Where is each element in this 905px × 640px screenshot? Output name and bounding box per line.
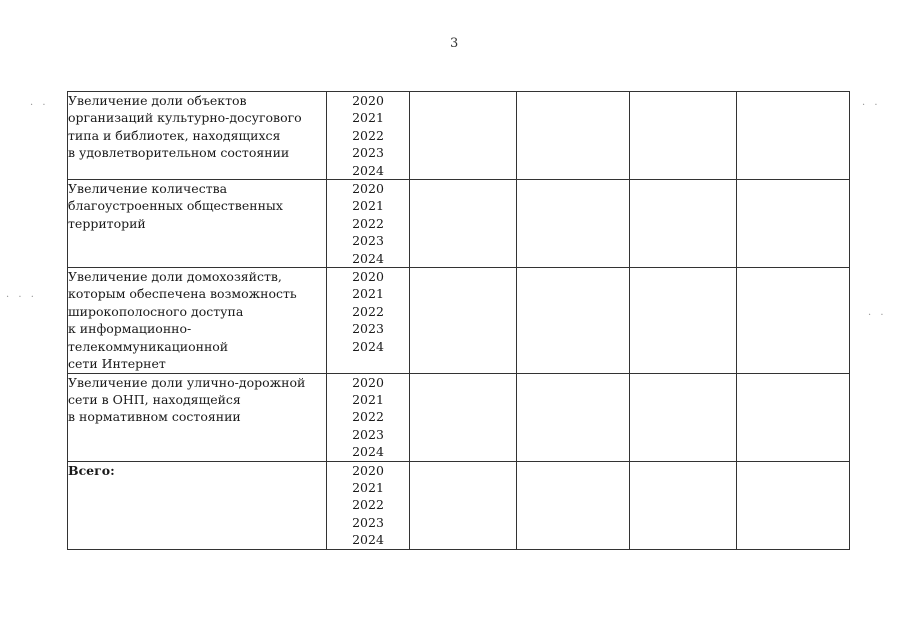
empty-cell xyxy=(630,92,737,180)
year-label: 2023 xyxy=(352,145,384,161)
total-label-cell xyxy=(68,461,327,549)
empty-cell xyxy=(737,180,850,268)
year-label: 2020 xyxy=(352,93,384,108)
indicator-name: Увеличение доли объектов организаций культурно-досугового типа и библиотек, находящихся в удовлетворительном состоянии xyxy=(68,93,302,161)
empty-cell xyxy=(737,92,850,180)
year-label: 2022 xyxy=(352,303,384,319)
empty-cell xyxy=(737,373,850,461)
empty-cell xyxy=(517,92,630,180)
indicator-name: Увеличение количества благоустроенных общественных территорий xyxy=(68,181,283,231)
year-label: 2022 xyxy=(352,497,384,513)
table-body xyxy=(68,92,850,550)
empty-cell xyxy=(410,373,517,461)
indicator-name: Увеличение доли домохозяйств, которым обеспечена возможность широкополосного доступа к информационно-телекоммуникационной сети Интернет xyxy=(68,269,297,372)
indicator-name: Увеличение доли улично-дорожной сети в ОНП, находящейся в нормативном состоянии xyxy=(68,374,306,425)
empty-cell xyxy=(410,92,517,180)
table-row xyxy=(68,180,850,268)
year-label: 2020 xyxy=(352,181,384,197)
year-label: 2024 xyxy=(352,250,384,266)
year-label: 2021 xyxy=(352,391,384,407)
indicator-name-cell xyxy=(68,180,327,268)
year-label: 2022 xyxy=(352,409,384,425)
year-label: 2024 xyxy=(352,162,384,178)
indicator-name-cell xyxy=(68,268,327,373)
empty-cell xyxy=(630,268,737,373)
year-label: 2022 xyxy=(352,215,384,231)
year-label: 2023 xyxy=(352,426,384,442)
year-label: 2023 xyxy=(352,321,384,337)
empty-cell xyxy=(410,180,517,268)
indicators-table xyxy=(67,91,850,550)
year-label: 2021 xyxy=(352,198,384,214)
year-cell xyxy=(327,461,410,549)
year-label: 2020 xyxy=(352,269,384,285)
year-label: 2021 xyxy=(352,286,384,302)
scan-speckle: · · xyxy=(30,100,49,111)
table-row xyxy=(68,268,850,373)
year-label: 2023 xyxy=(352,514,384,530)
year-label: 2024 xyxy=(352,444,384,460)
year-cell xyxy=(327,180,410,268)
year-label: 2022 xyxy=(352,127,384,143)
indicator-name-cell xyxy=(68,373,327,461)
empty-cell xyxy=(737,461,850,549)
year-label: 2024 xyxy=(352,338,384,354)
page-number: 3 xyxy=(450,36,459,51)
scan-speckle: · · xyxy=(868,310,887,321)
indicator-name-cell xyxy=(68,92,327,180)
empty-cell xyxy=(517,180,630,268)
empty-cell xyxy=(630,180,737,268)
scan-speckle: · · · xyxy=(6,292,37,303)
empty-cell xyxy=(517,268,630,373)
year-label: 2020 xyxy=(352,374,384,390)
year-cell xyxy=(327,92,410,180)
empty-cell xyxy=(737,268,850,373)
empty-cell xyxy=(410,461,517,549)
empty-cell xyxy=(630,373,737,461)
empty-cell xyxy=(517,461,630,549)
year-label: 2020 xyxy=(352,462,384,478)
year-label: 2021 xyxy=(352,110,384,126)
empty-cell xyxy=(517,373,630,461)
table-row-total xyxy=(68,461,850,549)
empty-cell xyxy=(410,268,517,373)
year-cell xyxy=(327,268,410,373)
table-row xyxy=(68,92,850,180)
total-label: Всего: xyxy=(68,462,115,478)
year-label: 2023 xyxy=(352,233,384,249)
scan-speckle: · · xyxy=(862,100,881,111)
year-label: 2021 xyxy=(352,479,384,495)
table-row xyxy=(68,373,850,461)
year-label: 2024 xyxy=(352,532,384,548)
empty-cell xyxy=(630,461,737,549)
year-cell xyxy=(327,373,410,461)
